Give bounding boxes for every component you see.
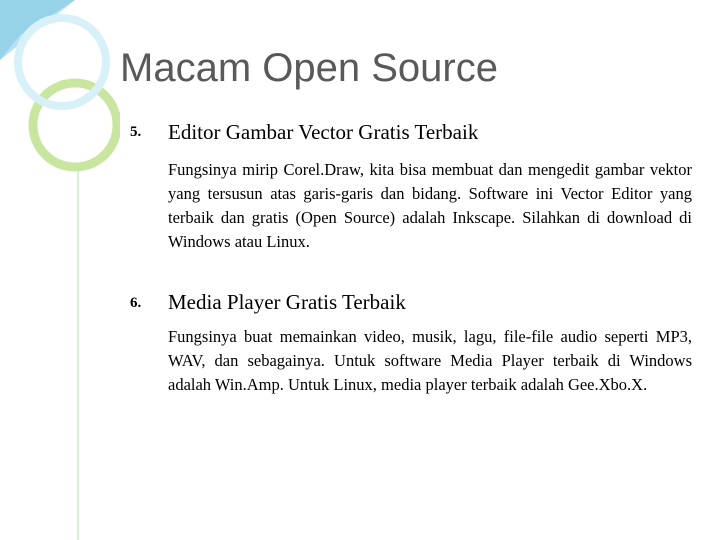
decorative-background [0, 0, 120, 540]
item-body-media-player: Fungsinya buat memainkan video, musik, lagu, file-file audio seperti MP3, WAV, dan sebagainya. Untuk software Media Player terbaik di Windows adalah Win.Amp. Untuk Linux, media player terbaik adalah Gee.Xbo.X. [168, 327, 692, 394]
item-number-5: 5. [130, 124, 142, 140]
item-heading-vector-editor: Editor Gambar Vector Gratis Terbaik [168, 120, 479, 144]
item-number-6: 6. [130, 295, 142, 311]
slide-title: Macam Open Source [120, 46, 498, 90]
decor-circle-inner [18, 18, 106, 106]
decor-circle-outer [33, 83, 117, 167]
item-body-vector-editor: Fungsinya mirip Corel.Draw, kita bisa membuat dan mengedit gambar vektor yang tersusun atas garis-garis dan bidang. Software ini Vector Editor yang terbaik dan gratis (Open Source) adalah Inkscape. Silahkan di download di Windows atau Linux. [168, 160, 692, 251]
item-heading-media-player: Media Player Gratis Terbaik [168, 290, 406, 314]
